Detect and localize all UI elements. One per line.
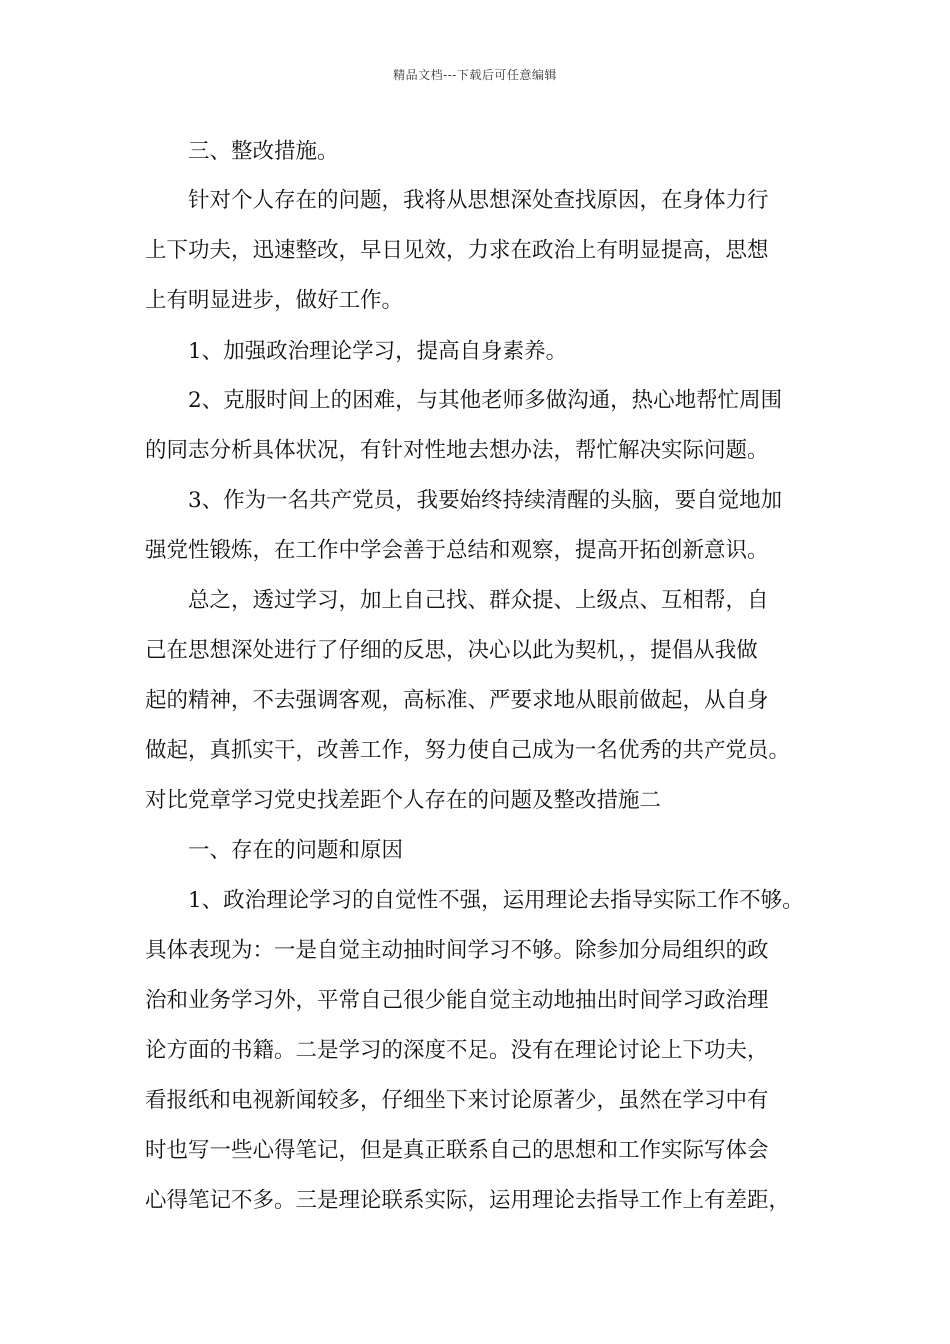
paragraph-line: 上下功夫，迅速整改，早日见效，力求在政治上有明显提高，思想 [145, 238, 769, 263]
paragraph-line: 上有明显进步，做好工作。 [145, 288, 404, 313]
paragraph-line: 针对个人存在的问题，我将从思想深处查找原因，在身体力行 [188, 188, 769, 213]
paragraph-line: 时也写一些心得笔记，但是真正联系自己的思想和工作实际写体会 [145, 1138, 769, 1163]
page-header: 精品文档---下载后可任意编辑 [393, 68, 557, 82]
paragraph-line: 的同志分析具体状况，有针对性地去想办法，帮忙解决实际问题。 [145, 438, 769, 463]
list-item: 3、作为一名共产党员，我要始终持续清醒的头脑，要自觉地加 [188, 488, 783, 513]
section-heading: 三、整改措施。 [188, 139, 339, 164]
list-item: 1、加强政治理论学习，提高自身素养。 [188, 339, 568, 364]
paragraph-line: 论方面的书籍。二是学习的深度不足。没有在理论讨论上下功夫， [145, 1038, 769, 1063]
list-item: 2、克服时间上的困难，与其他老师多做沟通，热心地帮忙周围 [188, 388, 783, 413]
section-heading: 一、存在的问题和原因 [188, 838, 404, 863]
paragraph-line: 做起，真抓实干，改善工作，努力使自己成为一名优秀的共产党员。 [145, 738, 791, 763]
paragraph-line: 治和业务学习外，平常自己很少能自觉主动地抽出时间学习政治理 [145, 988, 769, 1013]
section-title: 对比党章学习党史找差距个人存在的问题及整改措施二 [145, 788, 662, 813]
paragraph-line: 具体表现为：一是自觉主动抽时间学习不够。除参加分局组织的政 [145, 938, 769, 963]
paragraph-line: 看报纸和电视新闻较多，仔细坐下来讨论原著少，虽然在学习中有 [145, 1088, 769, 1113]
paragraph-line: 己在思想深处进行了仔细的反思，决心以此为契机，，提倡从我做 [145, 638, 758, 663]
paragraph-line: 强党性锻炼，在工作中学会善于总结和观察，提高开拓创新意识。 [145, 538, 769, 563]
list-item: 1、政治理论学习的自觉性不强，运用理论去指导实际工作不够。 [188, 888, 804, 913]
paragraph-line: 心得笔记不多。三是理论联系实际，运用理论去指导工作上有差距， [145, 1188, 791, 1213]
paragraph-line: 总之，透过学习，加上自己找、群众提、上级点、互相帮，自 [188, 588, 769, 613]
paragraph-line: 起的精神，不去强调客观，高标准、严要求地从眼前做起，从自身 [145, 688, 769, 713]
